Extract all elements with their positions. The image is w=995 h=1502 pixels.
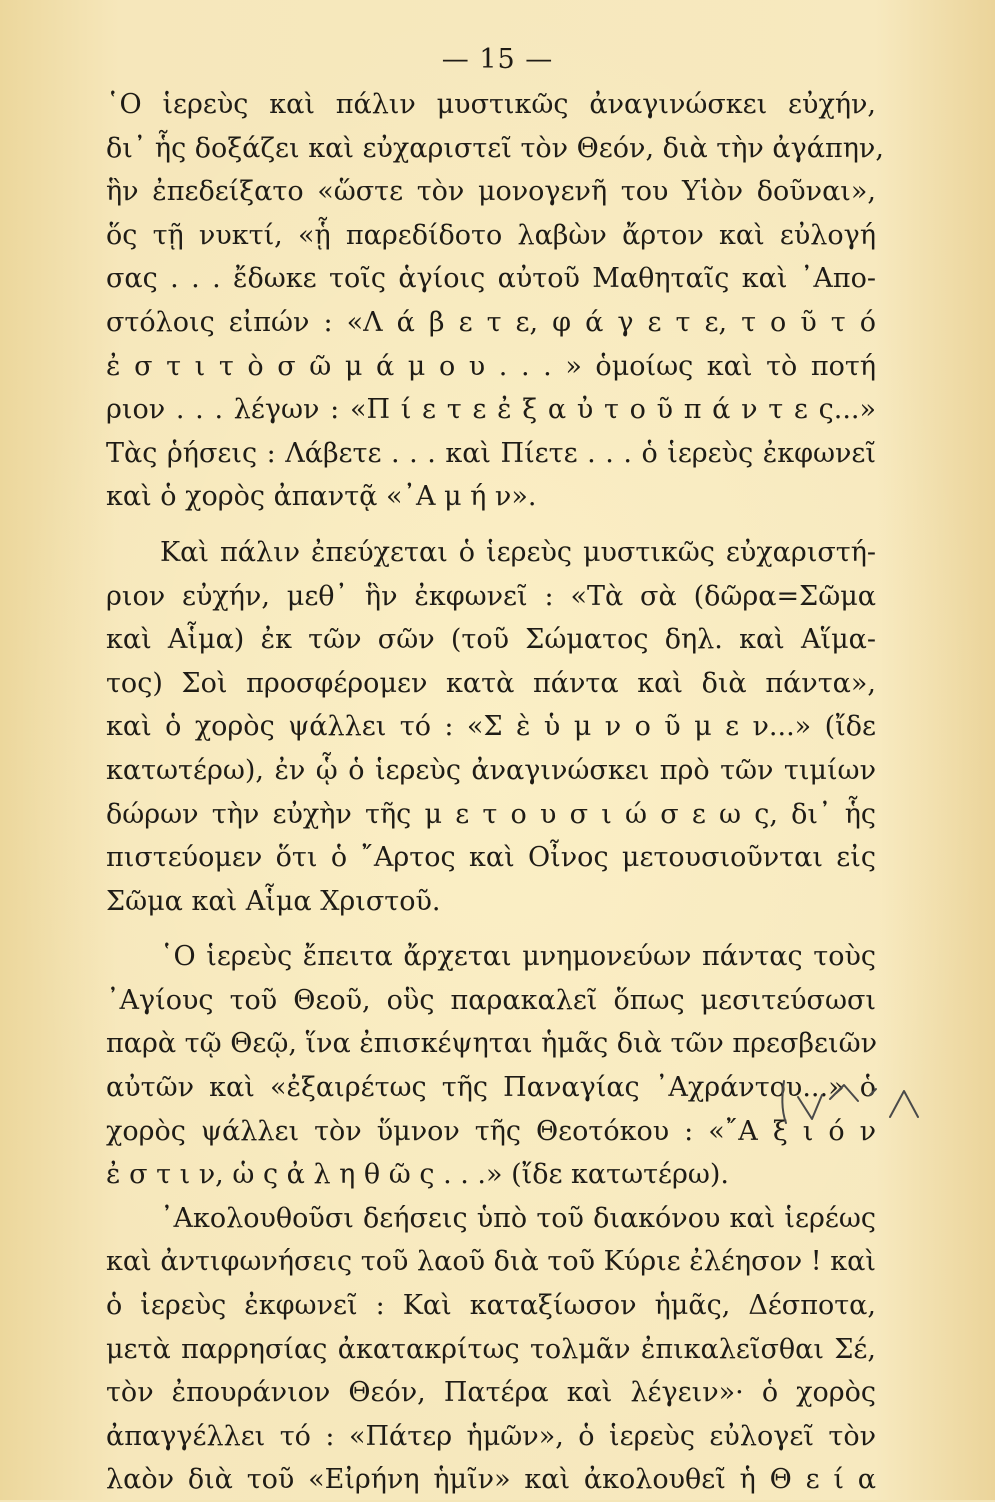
text-line: ὅς τῇ νυκτί, «ᾗ παρεδίδοτο λαβὼν ἄρτον καὶ εὐλογή: [106, 219, 876, 251]
text-line: χορὸς ψάλλει τὸν ὕμνον τῆς Θεοτόκου : «῎Α ξ ι ό ν: [106, 1115, 876, 1147]
text-line: ᾿Ακολουθοῦσι δεήσεις ὑπὸ τοῦ διακόνου καὶ ἱερέως: [160, 1202, 876, 1234]
text-line: λαὸν διὰ τοῦ «Εἰρήνη ἡμῖν» καὶ ἀκολουθεῖ ἡ Θ ε ί α: [106, 1464, 876, 1496]
text-line: δι᾽ ἧς δοξάζει καὶ εὐχαριστεῖ τὸν Θεόν, διὰ τὴν ἀγάπην,: [106, 132, 884, 164]
text-line: ριον . . . λέγων : «Π ί ε τ ε ἐ ξ α ὐ τ ο ῦ π ά ν τ ε ς...»: [106, 394, 876, 426]
text-line: καὶ ἀντιφωνήσεις τοῦ λαοῦ διὰ τοῦ Κύριε ἐλέησον ! καὶ: [106, 1246, 876, 1278]
text-line: καὶ Αἷμα) ἐκ τῶν σῶν (τοῦ Σώματος δηλ. καὶ Αἵμα-: [106, 624, 876, 656]
text-line: παρὰ τῷ Θεῷ, ἵνα ἐπισκέψηται ἡμᾶς διὰ τῶν πρεσβειῶν: [106, 1028, 878, 1060]
text-line: δώρων τὴν εὐχὴν τῆς μ ε τ ο υ σ ι ώ σ ε ω ς, δι᾽ ἧς: [106, 798, 876, 830]
text-line: ὁ ἱερεὺς ἐκφωνεῖ : Καὶ καταξίωσον ἡμᾶς, Δέσποτα,: [106, 1290, 876, 1322]
text-line: ριον εὐχήν, μεθ᾽ ἣν ἐκφωνεῖ : «Τὰ σὰ (δῶρα=Σῶμα: [106, 580, 876, 612]
text-line: Τὰς ῥήσεις : Λάβετε . . . καὶ Πίετε . . . ὁ ἱερεὺς ἐκφωνεῖ: [106, 437, 876, 469]
text-line: αὐτῶν καὶ «ἐξαιρέτως τῆς Παναγίας ᾿Αχράντου...» ὁ: [106, 1072, 876, 1104]
text-line: καὶ ὁ χορὸς ἀπαντᾷ «᾿Α μ ή ν».: [106, 481, 537, 513]
text-line: στόλοις εἰπών : «Λ ά β ε τ ε, φ ά γ ε τ ε, τ ο ῦ τ ό: [106, 306, 876, 338]
text-line: ῾Ο ἱερεὺς καὶ πάλιν μυστικῶς ἀναγινώσκει εὐχήν,: [106, 89, 876, 120]
text-line: σας . . . ἔδωκε τοῖς ἁγίοις αὐτοῦ Μαθηταῖς καὶ ᾿Απο-: [106, 263, 876, 295]
text-line: ἀπαγγέλλει τό : «Πάτερ ἡμῶν», ὁ ἱερεὺς εὐλογεῖ τὸν: [106, 1420, 876, 1452]
text-line: Σῶμα καὶ Αἷμα Χριστοῦ.: [106, 885, 441, 917]
text-line: Καὶ πάλιν ἐπεύχεται ὁ ἱερεὺς μυστικῶς εὐχαριστή-: [160, 536, 876, 568]
body-text: [106, 83, 884, 1502]
text-line: τὸν ἐπουράνιον Θεόν, Πατέρα καὶ λέγειν»· ὁ χορὸς: [106, 1377, 876, 1409]
text-line: τος) Σοὶ προσφέρομεν κατὰ πάντα καὶ διὰ πάντα»,: [106, 667, 876, 699]
text-line: καὶ ὁ χορὸς ψάλλει τό : «Σ ὲ ὑ μ ν ο ῦ μ ε ν...» (ἴδε: [106, 711, 876, 743]
text-line: κατωτέρω), ἐν ᾧ ὁ ἱερεὺς ἀναγινώσκει πρὸ τῶν τιμίων: [106, 754, 876, 786]
handwritten-margin-mark: [778, 1077, 928, 1127]
text-line: πιστεύομεν ὅτι ὁ ῎Αρτος καὶ Οἶνος μετουσιοῦνται εἰς: [106, 842, 876, 874]
text-line: ἣν ἐπεδείξατο «ὥστε τὸν μονογενῆ του Υἱὸν δοῦναι»,: [106, 176, 876, 208]
page-number: — 15 —: [441, 44, 554, 75]
text-line: ᾿Αγίους τοῦ Θεοῦ, οὓς παρακαλεῖ ὅπως μεσιτεύσωσι: [106, 984, 876, 1016]
text-line: ῾Ο ἱερεὺς ἔπειτα ἄρχεται μνημονεύων πάντας τοὺς: [160, 941, 876, 973]
text-line: ἐ σ τ ι ν, ὡ ς ἀ λ η θ ῶ ς . . .» (ἴδε κατωτέρω).: [106, 1159, 730, 1191]
text-line: μετὰ παρρησίας ἀκατακρίτως τολμᾶν ἐπικαλεῖσθαι Σέ,: [106, 1333, 876, 1365]
text-line: ἐ σ τ ι τ ὸ σ ῶ μ ά μ ο υ . . . » ὁμοίως καὶ τὸ ποτή: [106, 350, 876, 382]
